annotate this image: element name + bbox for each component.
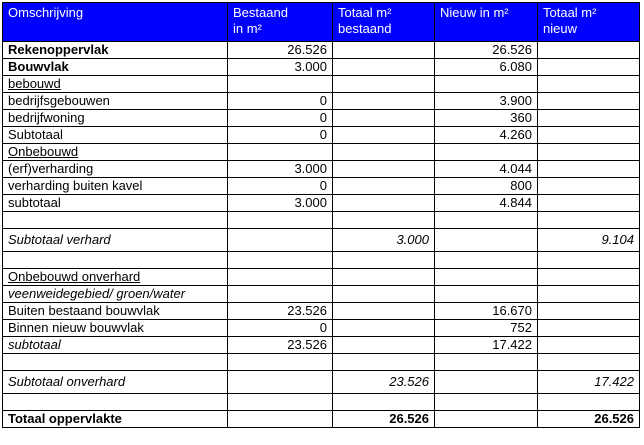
spacer-cell xyxy=(435,252,538,269)
table-row xyxy=(3,161,640,178)
cell-totaal-nieuw xyxy=(538,93,640,110)
table-row xyxy=(3,110,640,127)
cell-nieuw xyxy=(435,144,538,161)
cell-nieuw: 26.526 xyxy=(435,42,538,59)
spacer-cell xyxy=(333,252,435,269)
table-row xyxy=(3,371,640,394)
cell-bestaand: 0 xyxy=(228,320,333,337)
cell-nieuw xyxy=(435,269,538,286)
spacer-cell xyxy=(333,394,435,411)
row-label-subtotaal-onverhard-sub: subtotaal xyxy=(3,337,228,354)
spacer-cell xyxy=(333,212,435,229)
table-row-spacer xyxy=(3,212,640,229)
cell-nieuw xyxy=(435,229,538,252)
table-row xyxy=(3,195,640,212)
cell-totaal-nieuw xyxy=(538,195,640,212)
cell-totaal-nieuw xyxy=(538,320,640,337)
row-label-buiten-bestaand: Buiten bestaand bouwvlak xyxy=(3,303,228,320)
table-row-total xyxy=(3,411,640,428)
table-row xyxy=(3,320,640,337)
table-row xyxy=(3,303,640,320)
cell-totaal-bestaand xyxy=(333,76,435,93)
header-nieuw-text: Nieuw in m² xyxy=(440,5,509,20)
cell-bestaand: 3.000 xyxy=(228,59,333,76)
cell-bestaand xyxy=(228,76,333,93)
spacer-cell xyxy=(3,354,228,371)
row-label-verharding-buiten: verharding buiten kavel xyxy=(3,178,228,195)
header-totaal-bestaand-line2: bestaand xyxy=(338,21,392,36)
cell-totaal-bestaand xyxy=(333,320,435,337)
cell-totaal-nieuw xyxy=(538,303,640,320)
header-bestaand xyxy=(228,3,333,42)
row-label-bouwvlak: Bouwvlak xyxy=(3,59,228,76)
cell-nieuw: 752 xyxy=(435,320,538,337)
cell-totaal-nieuw xyxy=(538,110,640,127)
cell-bestaand: 3.000 xyxy=(228,161,333,178)
table-row xyxy=(3,286,640,303)
row-label-subtotaal-bebouwd: Subtotaal xyxy=(3,127,228,144)
row-label-onbebouwd-onverhard: Onbebouwd onverhard xyxy=(3,269,228,286)
header-omschrijving xyxy=(3,3,228,42)
row-label-bebouwd: bebouwd xyxy=(3,76,228,93)
cell-totaal-nieuw xyxy=(538,337,640,354)
cell-totaal-bestaand xyxy=(333,127,435,144)
cell-totaal-nieuw xyxy=(538,269,640,286)
spacer-cell xyxy=(3,212,228,229)
header-totaal-nieuw-line2: nieuw xyxy=(543,21,577,36)
cell-totaal-nieuw xyxy=(538,59,640,76)
header-totaal-bestaand-line1: Totaal m² xyxy=(338,5,392,20)
cell-nieuw xyxy=(435,286,538,303)
header-nieuw xyxy=(435,3,538,42)
spacer-cell xyxy=(538,252,640,269)
spacer-cell xyxy=(3,394,228,411)
cell-nieuw: 3.900 xyxy=(435,93,538,110)
cell-totaal-nieuw xyxy=(538,161,640,178)
header-row xyxy=(3,3,640,42)
cell-totaal-nieuw xyxy=(538,144,640,161)
spacer-cell xyxy=(3,252,228,269)
row-label-subtotaal-onverhard: Subtotaal onverhard xyxy=(3,371,228,394)
cell-bestaand: 23.526 xyxy=(228,337,333,354)
area-table xyxy=(2,2,640,428)
row-label-veenweide: veenweidegebied/ groen/water xyxy=(3,286,228,303)
table-row xyxy=(3,178,640,195)
cell-nieuw xyxy=(435,371,538,394)
cell-totaal-bestaand xyxy=(333,110,435,127)
header-totaal-bestaand xyxy=(333,3,435,42)
cell-bestaand: 3.000 xyxy=(228,195,333,212)
table-row-spacer xyxy=(3,252,640,269)
table-row xyxy=(3,269,640,286)
cell-bestaand xyxy=(228,144,333,161)
cell-totaal-bestaand xyxy=(333,303,435,320)
cell-totaal-bestaand: 26.526 xyxy=(333,411,435,428)
spacer-cell xyxy=(228,252,333,269)
spacer-cell xyxy=(538,394,640,411)
cell-bestaand: 0 xyxy=(228,93,333,110)
row-label-onbebouwd: Onbebouwd xyxy=(3,144,228,161)
header-omschrijving-text: Omschrijving xyxy=(8,5,84,20)
table-row xyxy=(3,93,640,110)
cell-totaal-bestaand xyxy=(333,195,435,212)
spacer-cell xyxy=(538,354,640,371)
cell-totaal-bestaand xyxy=(333,93,435,110)
spacer-cell xyxy=(435,394,538,411)
cell-totaal-bestaand xyxy=(333,59,435,76)
cell-totaal-nieuw: 26.526 xyxy=(538,411,640,428)
cell-bestaand xyxy=(228,229,333,252)
cell-bestaand xyxy=(228,286,333,303)
cell-bestaand xyxy=(228,269,333,286)
cell-bestaand: 0 xyxy=(228,178,333,195)
cell-nieuw: 4.844 xyxy=(435,195,538,212)
row-label-bedrijfwoning: bedrijfwoning xyxy=(3,110,228,127)
row-label-subtotaal-onbebouwd: subtotaal xyxy=(3,195,228,212)
cell-totaal-nieuw xyxy=(538,127,640,144)
table-row xyxy=(3,337,640,354)
cell-totaal-bestaand xyxy=(333,161,435,178)
cell-totaal-bestaand xyxy=(333,337,435,354)
header-totaal-nieuw xyxy=(538,3,640,42)
spacer-cell xyxy=(435,212,538,229)
cell-nieuw: 16.670 xyxy=(435,303,538,320)
cell-totaal-bestaand xyxy=(333,269,435,286)
header-bestaand-line2: in m² xyxy=(233,21,262,36)
cell-bestaand xyxy=(228,411,333,428)
table-row-spacer xyxy=(3,354,640,371)
cell-nieuw: 4.260 xyxy=(435,127,538,144)
cell-nieuw: 4.044 xyxy=(435,161,538,178)
cell-bestaand: 23.526 xyxy=(228,303,333,320)
table-row xyxy=(3,76,640,93)
table-row-spacer xyxy=(3,394,640,411)
cell-totaal-bestaand xyxy=(333,42,435,59)
cell-totaal-nieuw xyxy=(538,286,640,303)
row-label-binnen-nieuw: Binnen nieuw bouwvlak xyxy=(3,320,228,337)
cell-totaal-bestaand: 23.526 xyxy=(333,371,435,394)
spacer-cell xyxy=(435,354,538,371)
cell-nieuw: 360 xyxy=(435,110,538,127)
spacer-cell xyxy=(228,394,333,411)
spacer-cell xyxy=(333,354,435,371)
row-label-rekenoppervlak: Rekenoppervlak xyxy=(3,42,228,59)
table-row xyxy=(3,59,640,76)
cell-totaal-nieuw: 9.104 xyxy=(538,229,640,252)
cell-bestaand: 0 xyxy=(228,110,333,127)
cell-bestaand: 0 xyxy=(228,127,333,144)
table-row xyxy=(3,42,640,59)
cell-bestaand xyxy=(228,371,333,394)
cell-totaal-bestaand xyxy=(333,144,435,161)
cell-bestaand: 26.526 xyxy=(228,42,333,59)
cell-nieuw xyxy=(435,76,538,93)
cell-nieuw: 6.080 xyxy=(435,59,538,76)
cell-nieuw: 17.422 xyxy=(435,337,538,354)
row-label-totaal: Totaal oppervlakte xyxy=(3,411,228,428)
cell-totaal-bestaand: 3.000 xyxy=(333,229,435,252)
cell-totaal-nieuw xyxy=(538,76,640,93)
header-totaal-nieuw-line1: Totaal m² xyxy=(543,5,597,20)
spacer-cell xyxy=(228,212,333,229)
cell-totaal-nieuw xyxy=(538,42,640,59)
spacer-cell xyxy=(228,354,333,371)
table-row xyxy=(3,229,640,252)
cell-totaal-bestaand xyxy=(333,178,435,195)
row-label-subtotaal-verhard: Subtotaal verhard xyxy=(3,229,228,252)
table-row xyxy=(3,127,640,144)
row-label-bedrijfsgebouwen: bedrijfsgebouwen xyxy=(3,93,228,110)
cell-nieuw: 800 xyxy=(435,178,538,195)
cell-nieuw xyxy=(435,411,538,428)
cell-totaal-nieuw xyxy=(538,178,640,195)
cell-totaal-bestaand xyxy=(333,286,435,303)
spacer-cell xyxy=(538,212,640,229)
header-bestaand-line1: Bestaand xyxy=(233,5,288,20)
row-label-erfverharding: (erf)verharding xyxy=(3,161,228,178)
table-row xyxy=(3,144,640,161)
cell-totaal-nieuw: 17.422 xyxy=(538,371,640,394)
